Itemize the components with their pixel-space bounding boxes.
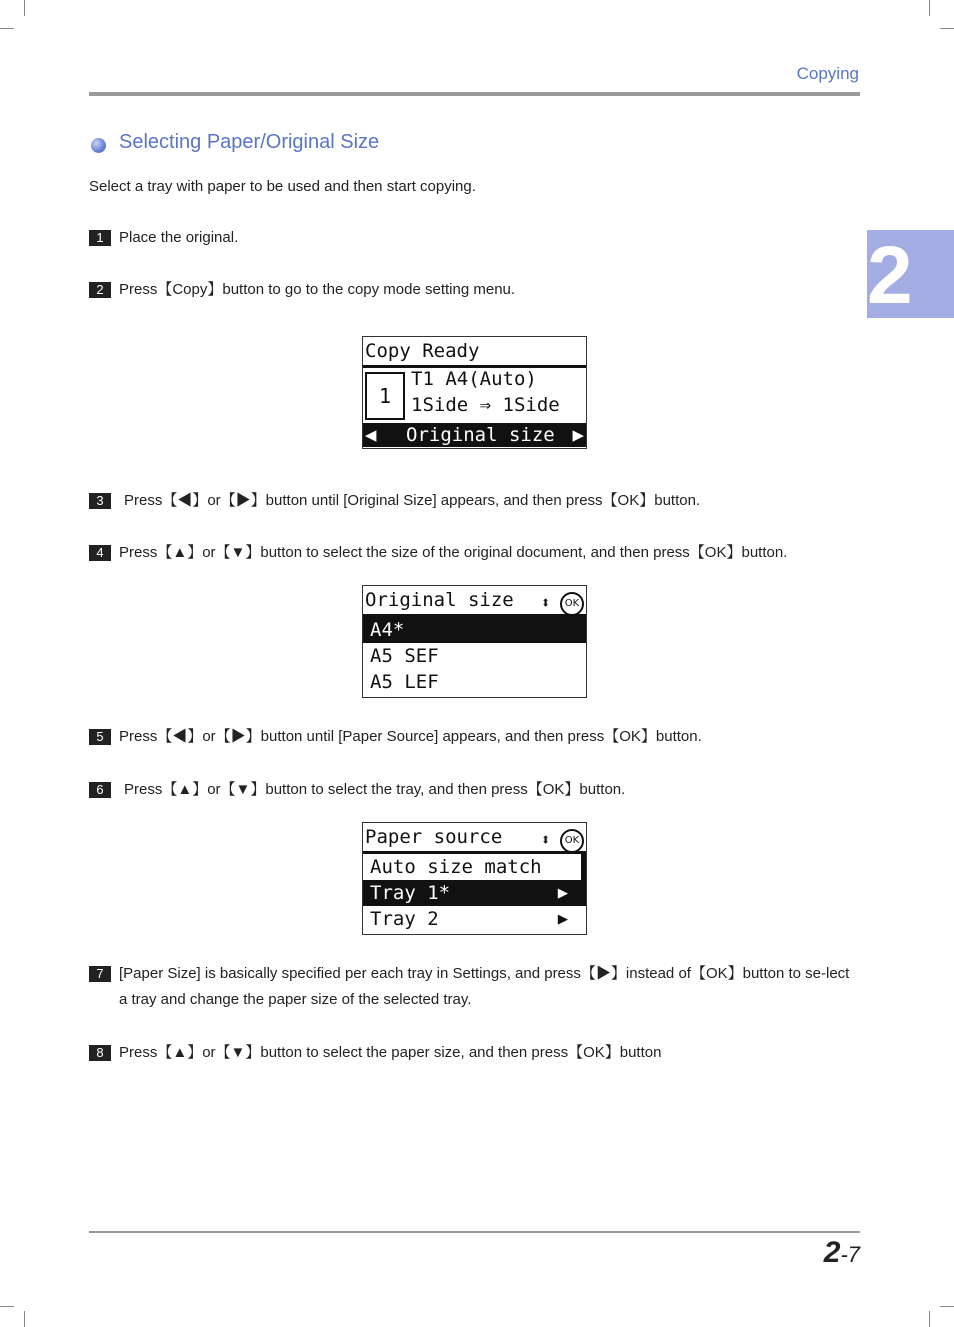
- page-chapter: 2: [823, 1236, 841, 1269]
- right-arrow-icon: ▶: [572, 424, 584, 446]
- step-text: Press【Copy】button to go to the copy mode setting menu.: [119, 281, 516, 298]
- bullet-icon: [91, 138, 106, 153]
- step-text: Press【◀】or【▶】button until [Original Size] appears, and then press【OK】button.: [124, 492, 701, 509]
- chapter-tab: [867, 230, 954, 321]
- copies-box: 1: [365, 372, 405, 420]
- lcd-title-text: Original size: [365, 589, 514, 611]
- updown-ok-icon: [541, 589, 584, 617]
- right-arrow-icon: ▶: [557, 883, 568, 903]
- updown-icon: ⬍: [540, 593, 551, 612]
- updown-icon: ⬍: [540, 830, 551, 849]
- lcd-nav-label: Original size: [406, 424, 555, 446]
- page-index: -7: [840, 1242, 860, 1267]
- lcd-row: A5 LEF: [370, 671, 439, 693]
- lcd-title: Copy Ready: [363, 337, 586, 368]
- lcd-copy-ready: [362, 336, 587, 449]
- step-text: Press【▲】or【▼】button to select the paper size, and then press【OK】button: [119, 1044, 662, 1061]
- step-number: 2: [89, 282, 111, 298]
- lcd-title: [363, 823, 586, 854]
- step-number: 1: [89, 230, 111, 246]
- header-rule: [89, 92, 860, 96]
- lcd-title: [363, 586, 586, 617]
- lcd-row-selected: [363, 880, 586, 906]
- step-number: 4: [89, 545, 111, 561]
- lcd-paper-source: [362, 822, 587, 935]
- step-number: 7: [89, 966, 111, 982]
- step-text: Place the original.: [119, 229, 239, 246]
- lcd-title-text: Paper source: [365, 826, 503, 848]
- scrollbar: [581, 854, 586, 892]
- lcd-row-label: Tray 1*: [370, 882, 451, 904]
- step-text: [Paper Size] is basically specified per each tray in Settings, and press【▶】instead of【OK】button to se-lect a tray and change the paper size of the selected tray.: [119, 965, 850, 1008]
- lcd-nav-bar: [363, 423, 586, 447]
- step-text: Press【▲】or【▼】button to select the tray, and then press【OK】button.: [124, 781, 626, 798]
- step-number: 5: [89, 729, 111, 745]
- page-number: [824, 1236, 860, 1270]
- left-arrow-icon: ◀: [365, 424, 377, 446]
- section-title: Selecting Paper/Original Size: [119, 131, 380, 153]
- lcd-row-selected: A4*: [363, 617, 586, 643]
- lcd-row-label: Tray 2: [370, 908, 439, 930]
- scrollbar: [581, 617, 586, 643]
- step-number: 6: [89, 782, 111, 798]
- updown-ok-icon: [541, 826, 584, 854]
- lcd-line: 1Side ⇒ 1Side: [411, 394, 560, 416]
- lcd-line: T1 A4(Auto): [411, 368, 537, 390]
- ok-icon: OK: [560, 829, 584, 853]
- chapter-number: 2: [867, 230, 913, 321]
- step-number: 3: [89, 493, 111, 509]
- lcd-row: [363, 906, 586, 932]
- running-header: Copying: [796, 64, 859, 83]
- step-number: 8: [89, 1045, 111, 1061]
- lcd-row-label: Auto size match: [370, 856, 542, 878]
- right-arrow-icon: ▶: [557, 909, 568, 929]
- lcd-original-size: [362, 585, 587, 698]
- lcd-row: [363, 854, 586, 880]
- step-text: Press【▲】or【▼】button to select the size of the original document, and then press【OK】button.: [119, 544, 788, 561]
- ok-icon: OK: [560, 592, 584, 616]
- lcd-row: A5 SEF: [370, 645, 439, 667]
- step-text: Press【◀】or【▶】button until [Paper Source] appears, and then press【OK】button.: [119, 728, 702, 745]
- intro-text: Select a tray with paper to be used and then start copying.: [89, 178, 476, 195]
- footer-rule: [89, 1231, 860, 1233]
